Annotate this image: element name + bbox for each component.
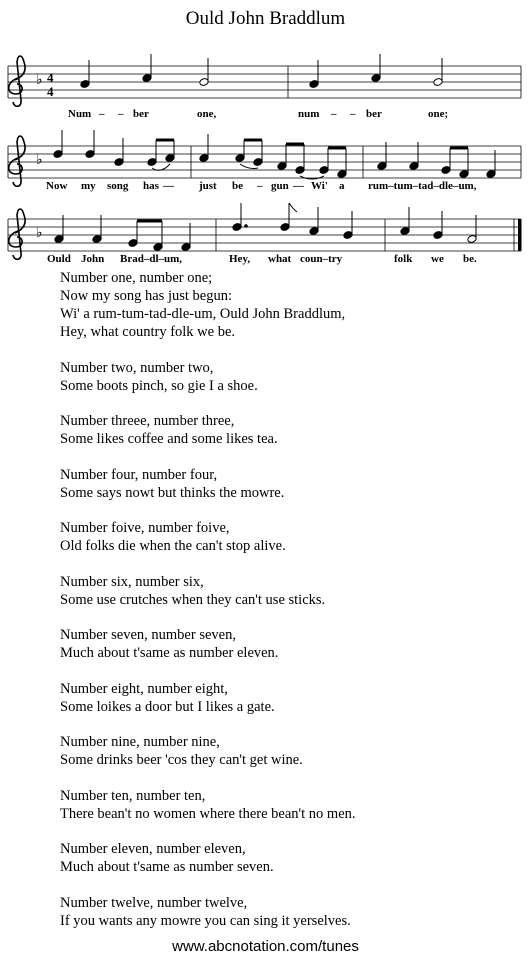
verse-line: Some boots pinch, so gie I a shoe. [60, 377, 258, 394]
verse-line: Number one, number one; [60, 270, 213, 286]
verse-line: Wi' a rum-tum-tad-dle-um, Ould John Braddlum, [60, 306, 346, 322]
staff-system-2 [8, 130, 521, 192]
verses [60, 269, 356, 947]
verse-line: Number threee, number three, [60, 413, 235, 429]
lyric: – [350, 108, 356, 120]
verse-line: Some says nowt but thinks the mowre. [60, 484, 285, 501]
lyric: Num [68, 108, 92, 120]
lyric: just [199, 180, 217, 192]
lyric: John [81, 253, 105, 265]
lyric: ber [133, 108, 149, 120]
lyric: Now [46, 180, 68, 192]
verse-line: Some loikes a door but I likes a gate. [60, 698, 275, 715]
verse-line: Much about t'same as number seven. [60, 859, 274, 875]
lyric: num [298, 108, 320, 120]
lyric: be. [463, 253, 477, 265]
verse-line: Old folks die when the can't stop alive. [60, 538, 286, 554]
verse-line: Now my song has just begun: [60, 288, 232, 304]
stanza [60, 519, 356, 555]
verse-line: Number ten, number ten, [60, 787, 206, 804]
lyric: – [257, 180, 263, 192]
stanza [60, 894, 356, 930]
verse-line: Number four, number four, [60, 466, 218, 483]
lyric: gun [271, 180, 289, 192]
lyric: – [331, 108, 337, 120]
lyric: one, [197, 108, 217, 120]
treble-clef-icon [9, 136, 25, 186]
staff-system-3 [8, 203, 522, 265]
verse-line: There bean't no women where there bean't no men. [60, 805, 356, 822]
lyric: a [339, 180, 345, 192]
flat-sign: ♭ [36, 153, 43, 168]
time-sig-bottom: 4 [47, 84, 54, 99]
stanza [60, 787, 356, 823]
lyric: one; [428, 108, 449, 120]
verse-line: Number twelve, number twelve, [60, 894, 248, 911]
lyric: Wi' [311, 180, 328, 192]
lyric: has [143, 180, 159, 192]
stanza [60, 412, 356, 448]
lyric: song [107, 180, 129, 192]
stanza [60, 840, 356, 876]
verse-line: Number nine, number nine, [60, 734, 220, 750]
stanza [60, 733, 356, 769]
lyric: rum–tum–tad–dle–um, [368, 180, 477, 192]
lyric: Hey, [229, 253, 251, 265]
treble-clef-icon [9, 56, 25, 106]
verse-line: Number seven, number seven, [60, 627, 236, 643]
lyric: what [268, 253, 292, 265]
verse-line: Much about t'same as number eleven. [60, 645, 279, 661]
time-sig-top: 4 [47, 70, 54, 85]
lyric: my [81, 180, 96, 192]
treble-clef-icon [9, 209, 25, 259]
lyric: — [293, 180, 304, 192]
verse-line: Some likes coffee and some likes tea. [60, 431, 278, 447]
stanza [60, 359, 356, 395]
stanza [60, 626, 356, 662]
stanza [60, 269, 356, 341]
lyric: coun–try [300, 253, 343, 265]
verse-line: Number two, number two, [60, 359, 214, 376]
verse-line: Number eleven, number eleven, [60, 841, 246, 857]
flat-sign: ♭ [36, 73, 43, 88]
stanza [60, 466, 356, 502]
lyric: we [431, 253, 444, 265]
lyric: be [232, 180, 243, 192]
staff-system-1 [8, 54, 521, 120]
sheet-music [0, 0, 531, 270]
final-barline [518, 219, 522, 251]
verse-line: Number foive, number foive, [60, 520, 230, 536]
verse-line: Number six, number six, [60, 573, 204, 590]
tune-title: Ould John Braddlum [185, 8, 346, 29]
verse-line: Number eight, number eight, [60, 680, 228, 697]
verse-line: Some use crutches when they can't use sticks. [60, 591, 326, 608]
lyric: – [99, 108, 105, 120]
lyric: Ould [47, 253, 71, 265]
stanza [60, 573, 356, 609]
stanza [60, 680, 356, 716]
footer-url[interactable]: www.abcnotation.com/tunes [172, 938, 359, 955]
lyric: – [118, 108, 124, 120]
verse-line: Hey, what country folk we be. [60, 324, 236, 340]
verse-line: If you wants any mowre you can sing it yerselves. [60, 912, 351, 929]
lyric: — [163, 180, 174, 192]
verse-line: Some drinks beer 'cos they can't get wine. [60, 752, 303, 768]
lyric: ber [366, 108, 382, 120]
lyric: folk [394, 253, 413, 265]
lyric: Brad–dl–um, [120, 253, 183, 265]
flat-sign: ♭ [36, 226, 43, 241]
